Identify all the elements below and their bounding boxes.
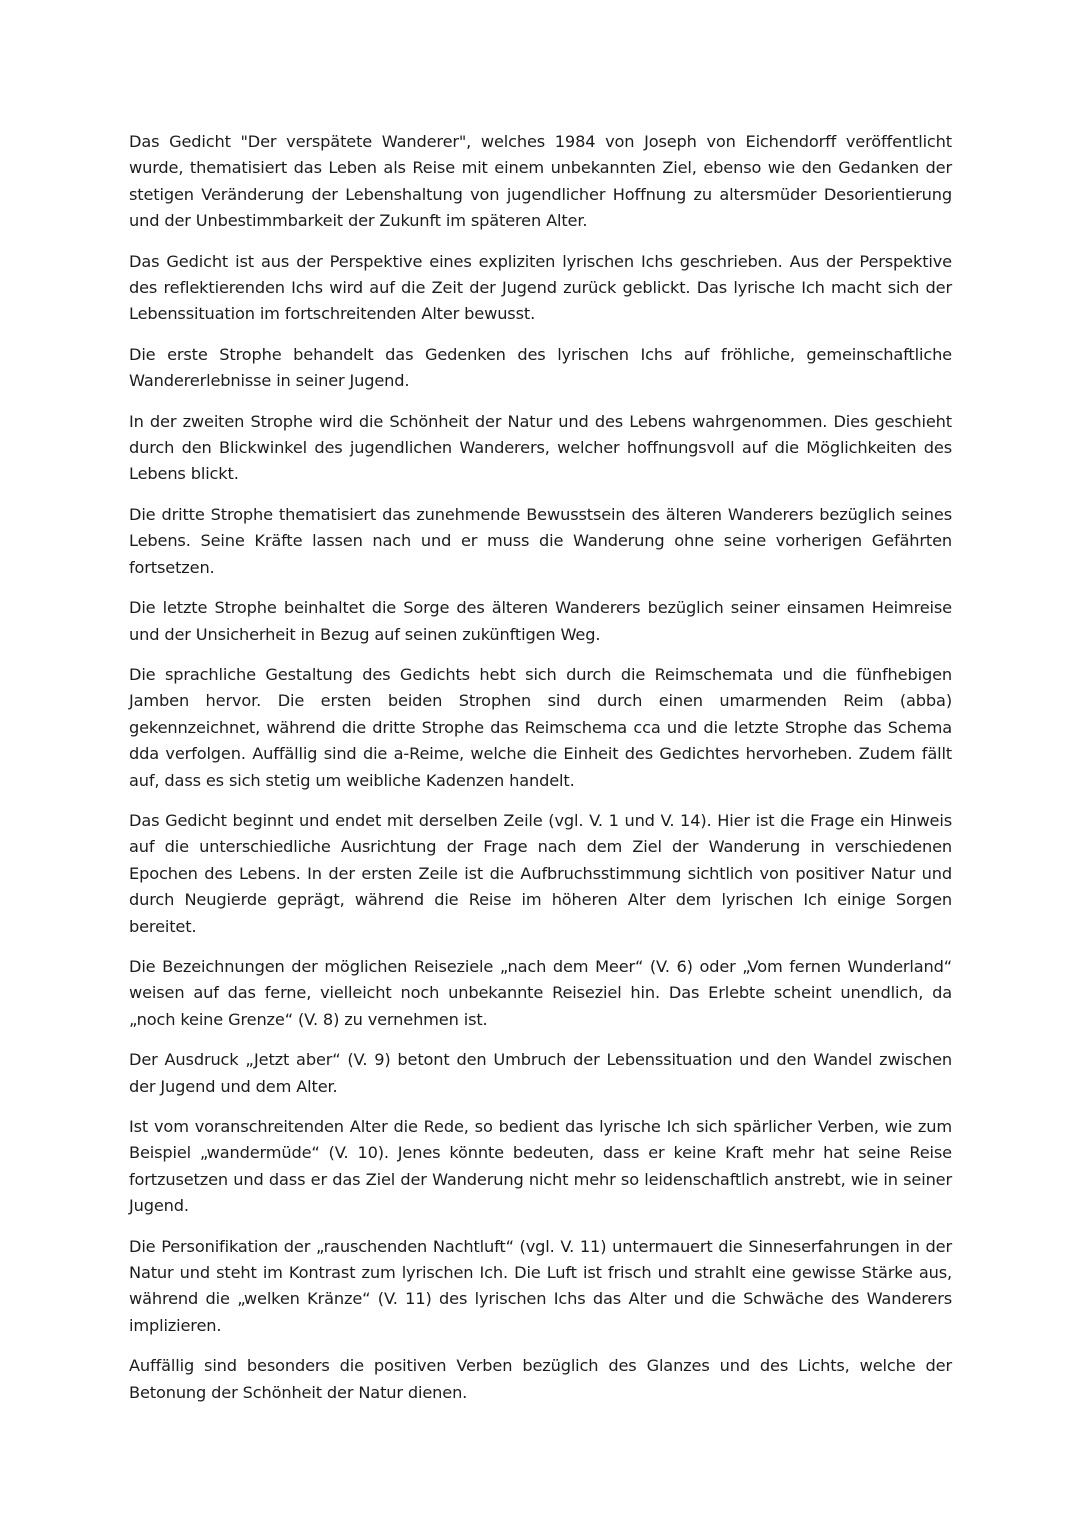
paragraph-frame-line: Das Gedicht beginnt und endet mit derselben Zeile (vgl. V. 1 und V. 14). Hier ist die Frage ein Hinweis auf die unterschiedliche Ausrichtung der Frage nach dem Ziel der Wanderung in verschiedenen Epochen des Lebens. In der ersten Zeile ist die Aufbruchsstimmung sichtlich von positiver Natur und durch Neugierde geprägt, während die Reise im höheren Alter dem lyrischen Ich einige Sorgen bereitet. xyxy=(129,810,952,936)
paragraph-destinations: Die Bezeichnungen der möglichen Reiseziele „nach dem Meer“ (V. 6) oder „Vom fernen Wunderland“ weisen auf das ferne, vielleicht noch unbekannte Reiseziel hin. Das Erlebte scheint unendlich, da „noch keine Grenze“ (V. 8) zu vernehmen ist. xyxy=(129,956,952,1029)
paragraph-old-age: Ist vom voranschreitenden Alter die Rede, so bedient das lyrische Ich sich spärlicher Verben, wie zum Beispiel „wandermüde“ (V. 10). Jenes könnte bedeuten, dass er keine Kraft mehr hat seine Reise fortzusetzen und dass er das Ziel der Wanderung nicht mehr so leidenschaftlich anstrebt, wie in seiner Jugend. xyxy=(129,1117,952,1216)
paragraph-language-form: Die sprachliche Gestaltung des Gedichts hebt sich durch die Reimschemata und die fünfhebigen Jamben hervor. Die ersten beiden Strophen sind durch einen umarmenden Reim (abba) gekennzeichnet, während die dritte Strophe das Reimschema cca und die letzte Strophe das Schema dda verfolgen. Auffällig sind die a-Reime, welche die Einheit des Gedichtes hervorheben. Zudem fällt auf, dass es sich stetig um weibliche Kadenzen handelt. xyxy=(129,664,952,790)
paragraph-personification: Die Personifikation der „rauschenden Nachtluft“ (vgl. V. 11) untermauert die Sinneserfahrungen in der Natur und steht im Kontrast zum lyrischen Ich. Die Luft ist frisch und strahlt eine gewisse Stärke aus, während die „welken Kränze“ (V. 11) des lyrischen Ichs das Alter und die Schwäche des Wanderers implizieren. xyxy=(129,1236,952,1335)
paragraph-perspective: Das Gedicht ist aus der Perspektive eines expliziten lyrischen Ichs geschrieben. Aus der Perspektive des reflektierenden Ichs wird auf die Zeit der Jugend zurück geblickt. Das lyrische Ich macht sich der Lebenssituation im fortschreitenden Alter bewusst. xyxy=(129,251,952,324)
paragraph-last-stanza: Die letzte Strophe beinhaltet die Sorge des älteren Wanderers bezüglich seiner einsamen Heimreise und der Unsicherheit in Bezug auf seinen zukünftigen Weg. xyxy=(129,598,952,644)
document-page xyxy=(129,129,952,1420)
paragraph-positive-verbs: Auffällig sind besonders die positiven Verben bezüglich des Glanzes und des Lichts, welche der Betonung der Schönheit der Natur dienen. xyxy=(129,1356,952,1402)
paragraph-jetzt-aber: Der Ausdruck „Jetzt aber“ (V. 9) betont den Umbruch der Lebenssituation und den Wandel zwischen der Jugend und dem Alter. xyxy=(129,1050,952,1096)
paragraph-second-stanza: In der zweiten Strophe wird die Schönheit der Natur und des Lebens wahrgenommen. Dies geschieht durch den Blickwinkel des jugendlichen Wanderers, welcher hoffnungsvoll auf die Möglichkeiten des Lebens blickt. xyxy=(129,411,952,484)
paragraph-third-stanza: Die dritte Strophe thematisiert das zunehmende Bewusstsein des älteren Wanderers bezüglich seines Lebens. Seine Kräfte lassen nach und er muss die Wanderung ohne seine vorherigen Gefährten fortsetzen. xyxy=(129,504,952,577)
paragraph-introduction: Das Gedicht "Der verspätete Wanderer", welches 1984 von Joseph von Eichendorff veröffentlicht wurde, thematisiert das Leben als Reise mit einem unbekannten Ziel, ebenso wie den Gedanken der stetigen Veränderung der Lebenshaltung von jugendlicher Hoffnung zu altersmüder Desorientierung und der Unbestimmbarkeit der Zukunft im späteren Alter. xyxy=(129,132,952,231)
paragraph-first-stanza: Die erste Strophe behandelt das Gedenken des lyrischen Ichs auf fröhliche, gemeinschaftliche Wandererlebnisse in seiner Jugend. xyxy=(129,344,952,391)
